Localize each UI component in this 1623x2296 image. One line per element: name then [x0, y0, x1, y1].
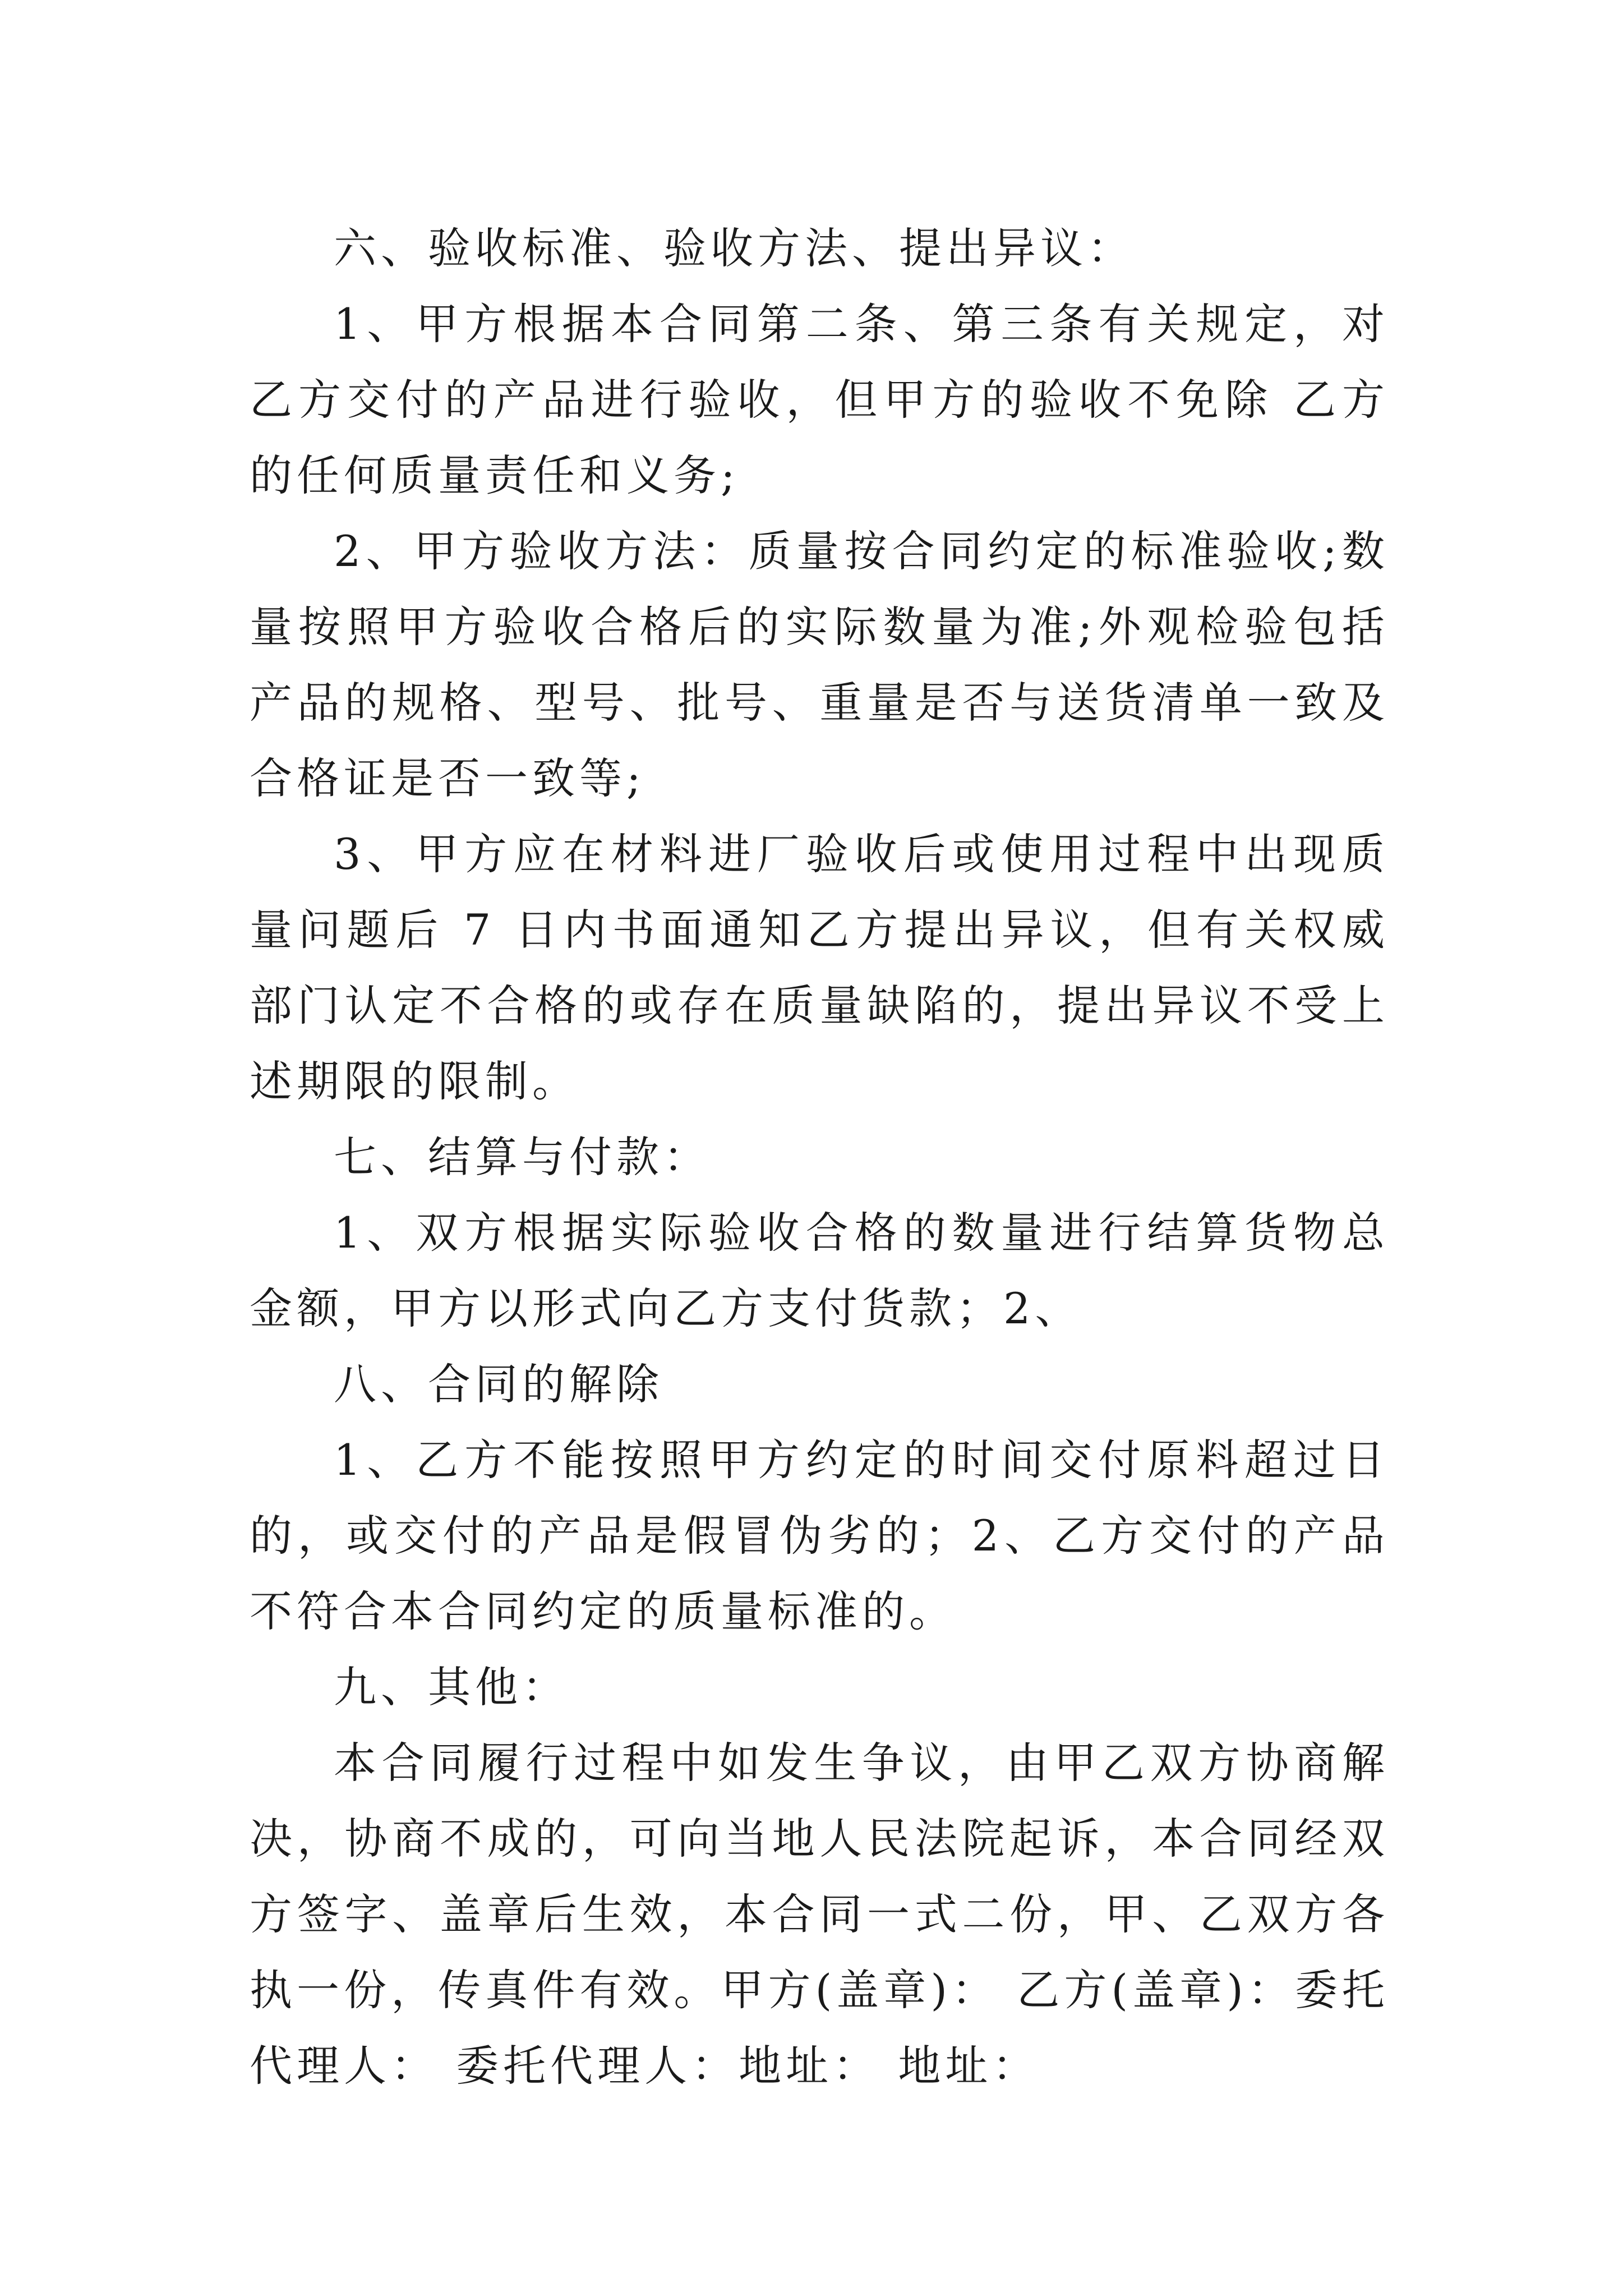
paragraph-settlement-1: 1、双方根据实际验收合格的数量进行结算货物总金额，甲方以形式向乙方支付货款；2、 [250, 1208, 1389, 1333]
paragraph-acceptance-2: 2、甲方验收方法：质量按合同约定的标准验收;数量按照甲方验收合格后的实际数量为准;外观检验包括产品的规格、型号、批号、重量是否与送货清单一致及合格证是否一致等; [250, 526, 1389, 803]
section-heading-settlement: 七、结算与付款： [334, 1132, 711, 1182]
section-heading-termination: 八、合同的解除 [334, 1359, 663, 1409]
section-heading-other: 九、其他： [334, 1662, 569, 1712]
section-heading-acceptance: 六、验收标准、验收方法、提出异议： [334, 223, 1135, 273]
paragraph-acceptance-3: 3、甲方应在材料进厂验收后或使用过程中出现质量问题后 7 日内书面通知乙方提出异议，但有关权威部门认定不合格的或存在质量缺陷的，提出异议不受上述期限的限制。 [250, 829, 1389, 1106]
document-body [250, 210, 1389, 2104]
paragraph-acceptance-1: 1、甲方根据本合同第二条、第三条有关规定，对乙方交付的产品进行验收，但甲方的验收不免除 乙方的任何质量责任和义务; [250, 299, 1389, 500]
paragraph-termination-1: 1、乙方不能按照甲方约定的时间交付原料超过日的，或交付的产品是假冒伪劣的；2、乙方交付的产品不符合本合同约定的质量标准的。 [250, 1435, 1389, 1636]
paragraph-other-1: 本合同履行过程中如发生争议，由甲乙双方协商解决，协商不成的，可向当地人民法院起诉，本合同经双方签字、盖章后生效，本合同一式二份，甲、乙双方各执一份，传真件有效。甲方(盖章)： 乙方(盖章)：委托代理人： 委托代理人：地址： 地址： [250, 1738, 1389, 2091]
